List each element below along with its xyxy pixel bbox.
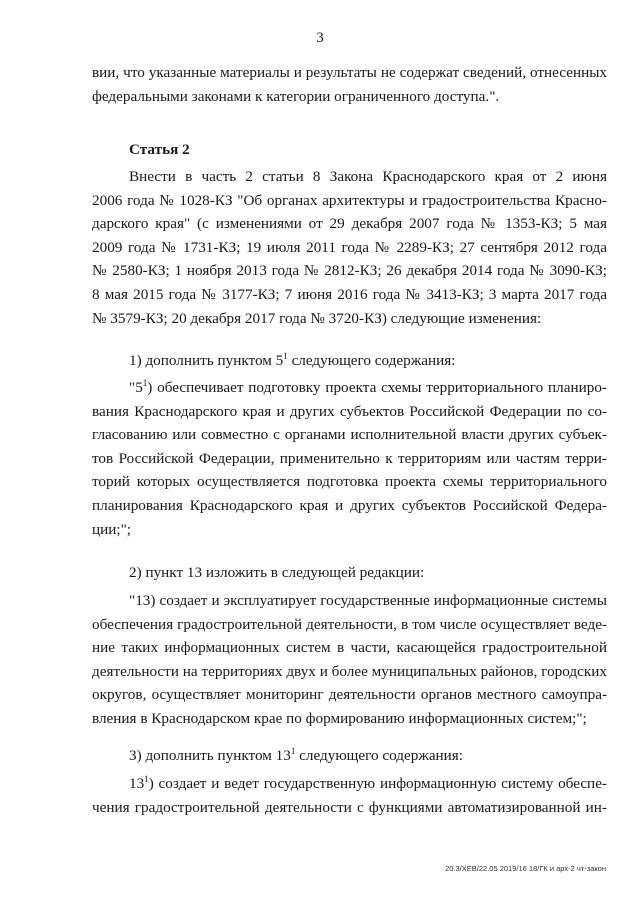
article-heading: Статья 2 — [129, 141, 190, 158]
text-line — [92, 772, 607, 796]
text-line: планирования Краснодарского края и других субъектов Российской Федера- — [92, 496, 607, 514]
item-3 — [92, 744, 607, 768]
quote-text: "5 — [129, 379, 143, 396]
intro-paragraph — [92, 61, 607, 108]
text-line: федеральными законами к категории ограниченного доступа.". — [92, 87, 500, 105]
text-line: ции;"; — [92, 520, 132, 538]
superscript: 1 — [283, 351, 288, 361]
text-line: "13) создает и эксплуатирует государственные информационные системы — [129, 592, 607, 609]
text-line: гласованию или совместно с органами исполнительной власти других субъек- — [92, 426, 607, 444]
text-line: округов, осуществляет мониторинг деятельности органов местного самоупра- — [92, 686, 607, 704]
text-line: 2009 года № 1731-КЗ; 19 июля 2011 года № 2289-КЗ; 27 сентября 2012 года — [92, 238, 607, 256]
text-line: ние таких информационных систем в части, касающейся градостроительной — [92, 639, 607, 657]
superscript: 1 — [142, 378, 148, 388]
text-line: деятельности на территориях двух и более муниципальных районов, городских — [92, 662, 607, 680]
text-line: обеспечения градостроительной деятельности, в том числе осуществляет веде- — [92, 615, 607, 633]
item-1-text: 1) дополнить пунктом 5 — [129, 352, 284, 369]
text-line: торий которых осуществляется подготовка проекта схемы территориального — [92, 473, 607, 491]
superscript: 1 — [144, 774, 149, 784]
text-line — [92, 349, 607, 373]
text-line: № 3579-КЗ; 20 декабря 2017 года № 3720-КЗ) следующие изменения: — [92, 309, 542, 327]
text-line: Внести в часть 2 статьи 8 Закона Краснодарского края от 2 июня — [129, 168, 607, 185]
text-line: вии, что указанные материалы и результаты не содержат сведений, отнесенных — [92, 64, 607, 81]
item-3-text-tail: следующего содержания: — [295, 747, 464, 764]
text-line: 2) пункт 13 изложить в следующей редакции: — [129, 564, 425, 581]
item-1-text-tail: следующего содержания: — [287, 352, 456, 369]
quote-text-tail: ) создает и ведет государственную информационную систему обеспе- — [148, 775, 607, 792]
text-line: вления в Краснодарском крае по формированию информационных систем;"; — [92, 709, 587, 727]
quote-text: 13 — [129, 775, 145, 792]
item-1 — [92, 349, 607, 373]
page-number: 3 — [316, 30, 324, 46]
item-2 — [92, 561, 607, 585]
text-line: вания Краснодарского края и других субъектов Российской Федерации по со- — [92, 402, 607, 420]
text-line: чения градостроительной деятельности с функциями автоматизированной ин- — [92, 798, 607, 816]
item-3-text: 3) дополнить пунктом 13 — [129, 747, 291, 764]
text-line: тов Российской Федерации, применительно к территориям или частям терри- — [92, 449, 607, 467]
text-line: 8 мая 2015 года № 3177-КЗ; 7 июня 2016 года № 3413-КЗ; 3 марта 2017 года — [92, 285, 607, 303]
text-line — [92, 376, 607, 400]
item-1-quote — [92, 376, 607, 541]
document-code: 20.3/ХЕВ/22.05 2019/16 18/ГК и арх-2 чт-закон — [445, 864, 606, 873]
text-line — [92, 744, 607, 768]
item-3-quote — [92, 772, 607, 819]
quote-text-tail: ) обеспечивает подготовку проекта схемы территориального планиро- — [147, 379, 607, 396]
superscript: 1 — [290, 746, 296, 756]
item-2-quote — [92, 589, 607, 731]
text-line: № 2580-КЗ; 1 ноября 2013 года № 2812-КЗ; 26 декабря 2014 года № 3090-КЗ; — [92, 262, 607, 280]
preamble-paragraph — [92, 165, 607, 330]
text-line: 2006 года № 1028-КЗ "Об органах архитектуры и градостроительства Красно- — [92, 191, 607, 209]
text-line: дарского края" (с изменениями от 29 декабря 2007 года № 1353-КЗ; 5 мая — [92, 215, 607, 233]
